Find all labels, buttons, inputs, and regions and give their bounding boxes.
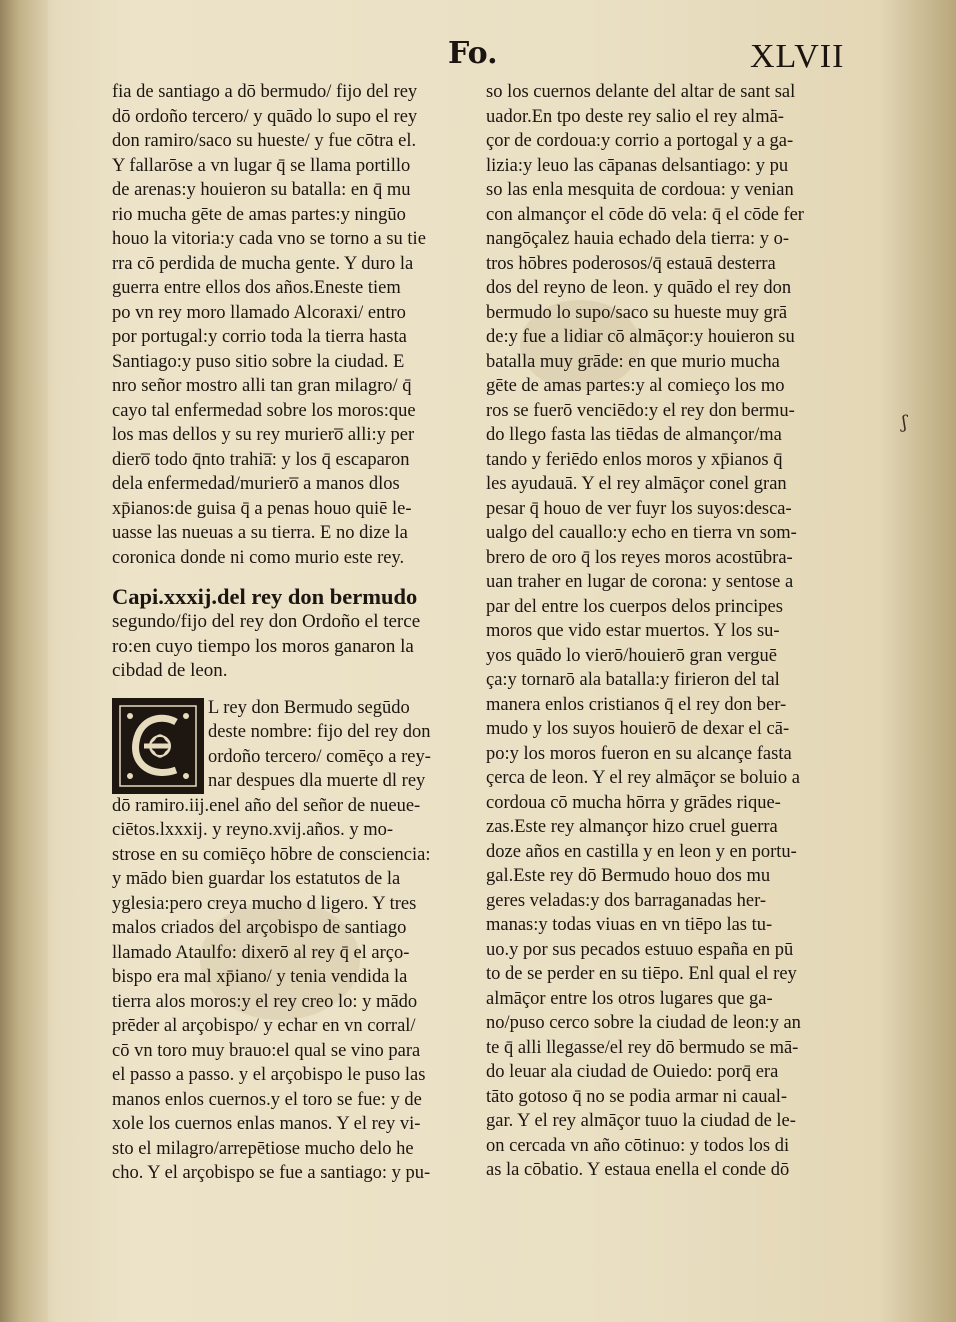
text-line: cho. Y el arçobispo se fue a santiago: y pu- <box>112 1163 431 1183</box>
text-line: uador.En tpo deste rey salio el rey almā- <box>486 106 784 127</box>
text-line: L rey don Bermudo segūdo <box>208 697 410 718</box>
text-line: so las enla mesquita de cordoua: y venian <box>486 180 794 200</box>
chapter-heading: Capi.xxxij.del rey don bermudo <box>112 584 418 609</box>
text-line: mudo y los suyos houierō de dexar el cā- <box>486 719 790 739</box>
text-line: Y fallarōse a vn lugar q̄ se llama portillo <box>112 155 411 176</box>
paragraph-2 <box>112 794 464 1186</box>
ornate-initial-E-icon <box>112 698 204 794</box>
text-line: par del entre los cuerpos delos principes <box>486 596 783 617</box>
text-line: prēder al arçobispo/ y echar en vn corral/ <box>112 1016 416 1036</box>
running-head-fo: Fo. <box>448 36 498 71</box>
text-line: uasse las nueuas a su tierra. E no dize la <box>112 523 408 543</box>
text-line: cibdad de leon. <box>112 660 228 681</box>
text-line: ordoño tercero/ comēço a rey- <box>208 746 431 767</box>
text-line: gal.Este rey dō Bermudo houo dos mu <box>486 866 771 886</box>
text-line: por portugal:y corrio toda la tierra hasta <box>112 327 407 347</box>
text-line: guerra entre ellos dos años.Eneste tiem <box>112 278 401 298</box>
text-line: gēte de amas partes:y al comieço los mo <box>486 376 785 396</box>
text-line: y mādo bien guardar los estatutos de la <box>112 869 401 889</box>
text-line: uo.y por sus pecados estuuo españa en pū <box>486 939 794 960</box>
text-line: manas:y todas viuas en vn tiēpo las tu- <box>486 915 773 935</box>
text-line: nangōçalez hauia echado dela tierra: y o- <box>486 229 790 249</box>
text-line: Santiago:y puso sitio sobre la ciudad. E <box>112 351 405 372</box>
text-line: dos del reyno de leon. y quādo el rey don <box>486 278 792 298</box>
text-line: zas.Este rey almançor hizo cruel guerra <box>486 817 778 837</box>
text-line: con almançor el cōde dō vela: q̄ el cōde fer <box>486 204 804 225</box>
paragraph-1 <box>112 80 464 570</box>
text-line: llamado Ataulfo: dixerō al rey q̄ el arço- <box>112 942 410 963</box>
text-line: xole los cuernos enlas manos. Y el rey vi- <box>112 1114 421 1134</box>
text-line: bispo era mal xp̄iano/ y tenia vendida la <box>112 967 408 987</box>
margin-mark: ʃ <box>902 412 907 433</box>
folio-number: XLVII <box>750 38 845 75</box>
text-line: los mas dellos y su rey muriero̅ alli:y per <box>112 425 415 445</box>
text-line: lizia:y leuo las cāpanas delsantiago: y pu <box>486 155 789 176</box>
text-line: manera enlos cristianos q̄ el rey don ber- <box>486 694 787 715</box>
text-line: fia de santiago a dō bermudo/ fijo del rey <box>112 82 418 102</box>
text-line: diero̅ todo q̄nto trahia̅: y los q̄ escaparon <box>112 449 410 470</box>
text-line: do leuar ala ciudad de Ouiedo: porq̄ era <box>486 1062 779 1082</box>
text-line: rra cō perdida de mucha gente. Y duro la <box>112 253 414 274</box>
text-line: po:y los moros fueron en su alcançe fasta <box>486 743 792 764</box>
text-line: no/puso cerco sobre la ciudad de leon:y an <box>486 1013 801 1033</box>
text-line: malos criados del arçobispo de santiago <box>112 918 407 938</box>
text-line: do llego fasta las tiēdas de almançor/ma <box>486 425 782 445</box>
page-gutter <box>0 0 48 1322</box>
text-line: coronica donde ni como murio este rey. <box>112 547 405 568</box>
text-line: houo la vitoria:y cada vno se torno a su tie <box>112 229 426 249</box>
text-line: çor de cordoua:y corrio a portogal y a ga- <box>486 131 794 151</box>
text-line: dō ramiro.iij.enel año del señor de nueue- <box>112 795 421 816</box>
text-line: ça:y tornarō ala batalla:y firieron del tal <box>486 670 780 690</box>
text-line: as la cōbatio. Y estaua enella el conde dō <box>486 1160 790 1180</box>
text-line: ro:en cuyo tiempo los moros ganaron la <box>112 635 414 657</box>
text-line: don ramiro/saco su hueste/ y fue cōtra el. <box>112 131 417 151</box>
text-line: tierra alos moros:y el rey creo lo: y mādo <box>112 991 418 1012</box>
text-line: doze años en castilla y en leon y en portu- <box>486 841 797 862</box>
text-line: almāçor entre los otros lugares que ga- <box>486 988 773 1009</box>
text-line: so los cuernos delante del altar de sant sal <box>486 82 796 102</box>
text-line: cō vn toro muy brauo:el qual se vino para <box>112 1040 421 1061</box>
text-line: deste nombre: fijo del rey don <box>208 722 431 742</box>
chapter-subheading <box>112 610 464 684</box>
text-line: segundo/fijo del rey don Ordoño el terce <box>112 611 421 632</box>
text-line: sto el milagro/arrepētiose mucho delo he <box>112 1138 414 1159</box>
text-line: manos enlos cuernos.y el toro se fue: y de <box>112 1089 422 1110</box>
text-line: les ayudauā. Y el rey almāçor conel gran <box>486 474 787 494</box>
text-line: geres veladas:y dos barraganadas her- <box>486 890 767 911</box>
text-line: po vn rey moro llamado Alcoraxi/ entro <box>112 302 406 323</box>
text-line: tando y feriēdo enlos moros y xp̄ianos q̄ <box>486 449 783 470</box>
text-line: batalla muy grāde: en que murio mucha <box>486 351 780 372</box>
text-line: yglesia:pero creya mucho d ligero. Y tres <box>112 893 417 914</box>
text-line: moros que vido estar muertos. Y los su- <box>486 621 780 641</box>
text-line: ualgo del cauallo:y echo en tierra vn som- <box>486 523 797 543</box>
text-line: tros hōbres poderosos/q̄ estauā desterra <box>486 253 776 274</box>
initial-block <box>112 696 464 794</box>
text-line: dō ordoño tercero/ y quādo lo supo el rey <box>112 106 418 127</box>
left-column <box>112 80 464 1186</box>
text-line: el passo a passo. y el arçobispo le puso las <box>112 1065 426 1085</box>
text-line: cordoua cō mucha hōrra y grādes rique- <box>486 792 781 813</box>
text-line: rio mucha gēte de amas partes:y ningūo <box>112 204 406 225</box>
text-line: pesar q̄ houo de ver fuyr los suyos:desca- <box>486 498 792 519</box>
right-column <box>486 80 838 1183</box>
text-line: tāto gotoso q̄ no se podia armar ni caual- <box>486 1086 788 1107</box>
text-line: strose en su comiēço hōbre de consciencia: <box>112 844 431 865</box>
text-line: brero de oro q̄ los reyes moros acostūbra- <box>486 547 793 568</box>
text-line: çerca de leon. Y el rey almāçor se boluio a <box>486 768 801 788</box>
text-line: te q̄ alli llegasse/el rey dō bermudo se mā- <box>486 1037 799 1058</box>
text-line: dela enfermedad/muriero̅ a manos dlos <box>112 474 400 494</box>
text-line: yos quādo lo vierō/houierō gran verguē <box>486 645 777 666</box>
text-line: gar. Y el rey almāçor tuuo la ciudad de le- <box>486 1111 796 1131</box>
text-line: cayo tal enfermedad sobre los moros:que <box>112 400 416 421</box>
text-line: nro señor mostro alli tan gran milagro/ q̄ <box>112 376 412 396</box>
text-line: nar despues dla muerte dl rey <box>208 771 426 791</box>
text-line: uan traher en lugar de corona: y sentose a <box>486 572 794 592</box>
text-line: de:y fue a lidiar cō almāçor:y houieron su <box>486 327 795 347</box>
text-line: de arenas:y houieron su batalla: en q̄ mu <box>112 180 411 200</box>
text-line: xp̄ianos:de guisa q̄ a penas houo quiē le- <box>112 498 412 519</box>
text-line: ciētos.lxxxij. y reyno.xvij.años. y mo- <box>112 820 394 840</box>
text-line: on cercada vn año cōtinuo: y todos los di <box>486 1135 790 1156</box>
text-line: to de se perder en su tiēpo. Enl qual el rey <box>486 964 797 984</box>
text-line: ros se fuerō venciēdo:y el rey don bermu- <box>486 400 795 421</box>
text-line: bermudo lo supo/saco su hueste muy grā <box>486 302 788 323</box>
